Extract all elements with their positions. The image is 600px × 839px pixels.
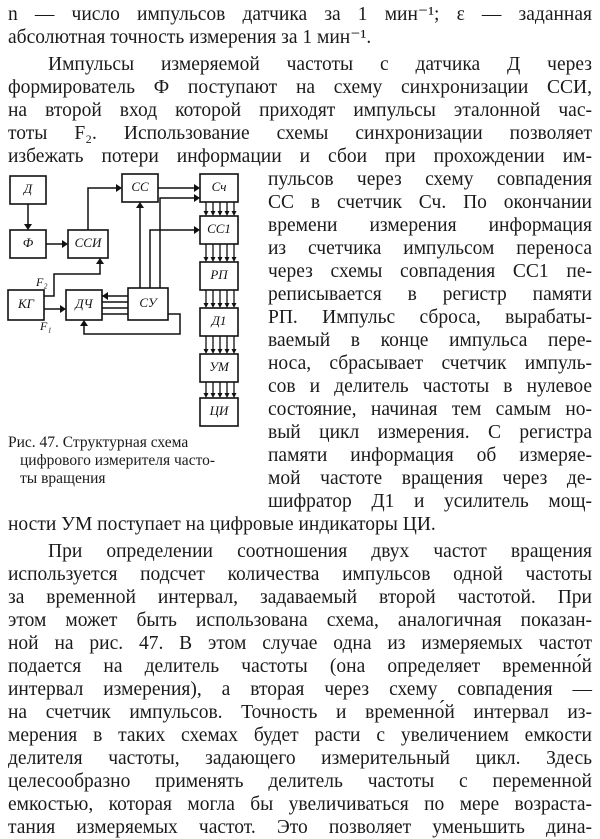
block-f: [10, 230, 46, 258]
svg-text:ЦИ: ЦИ: [209, 402, 229, 418]
svg-text:ДЧ: ДЧ: [75, 295, 93, 311]
svg-text:РП: РП: [210, 266, 228, 282]
block-kg: [8, 290, 44, 320]
text-line: на счетчик импульсов. Точность и временно́й интервал из-: [8, 702, 592, 723]
block-diagram-figure: [0, 168, 262, 430]
text-line: вый цикл измерения. С регистра: [268, 422, 592, 443]
text-line: мой частоте вращения через де-: [268, 468, 592, 489]
text-line: подается на делитель частоты (она определяет временно́й: [8, 656, 592, 677]
svg-text:СУ: СУ: [139, 294, 157, 310]
block-rp: [200, 262, 238, 290]
text-line: ности УМ поступает на цифровые индикаторы ЦИ.: [8, 514, 436, 535]
block-ci: [200, 398, 238, 426]
label-f1: F₁: [40, 319, 52, 333]
text-line: формирователь Ф поступают на схему синхронизации ССИ,: [8, 77, 592, 98]
svg-text:КГ: КГ: [17, 295, 35, 311]
block-um: [200, 354, 238, 382]
svg-text:УМ: УМ: [209, 358, 229, 374]
svg-text:СС1: СС1: [207, 220, 231, 236]
block-ss: [122, 174, 158, 202]
text-line: носа, сбрасывает счетчик импуль-: [268, 353, 592, 374]
paragraph-start-line: При определении соотношения двух частот вращения: [48, 541, 592, 562]
svg-text:СС: СС: [131, 178, 149, 194]
text-line: интервал измерения), а вторая через схему совпадения —: [8, 679, 592, 700]
text-line: реписывается в регистр памяти: [268, 284, 592, 305]
text-line: СС в счетчик Сч. По окончании: [268, 192, 592, 213]
block-su: [128, 288, 168, 320]
text-line-cut: тания измеряемых частот. Это позволяет уменьшить дина-: [8, 817, 592, 838]
block-d: [10, 176, 46, 204]
svg-text:Д: Д: [23, 180, 33, 196]
text-line: за временной интервал, задаваемый второй частотой. При: [8, 587, 592, 608]
text-line: емкостью, которая могла бы увеличиваться по мере возраста-: [8, 794, 592, 815]
figure-caption-line: ты вращения: [20, 470, 106, 487]
block-ss1: [200, 216, 238, 244]
text-line: РП. Импульс сброса, вырабаты-: [268, 307, 592, 328]
text-line: избежать потери информации и сбои при прохождении им-: [8, 146, 592, 167]
text-line: из счетчика импульсом переноса: [268, 238, 592, 259]
text-line: делителя частоты, задающего измерительный цикл. Здесь: [8, 748, 592, 769]
paragraph-start-line: Импульсы измеряемой частоты с датчика Д через: [48, 54, 592, 75]
text-line: целесообразно применять делитель частоты с переменной: [8, 771, 592, 792]
svg-text:Ф: Ф: [22, 234, 34, 250]
text-line: на второй вход которой приходят импульсы эталонной час-: [8, 100, 592, 121]
svg-text:Д1: Д1: [211, 312, 227, 328]
text-line: сов и делитель частоты в нулевое: [268, 376, 592, 397]
text-line: через схемы совпадения СС1 пе-: [268, 261, 592, 282]
text-line: времени измерения информация: [268, 215, 592, 236]
text-line: тоты F₂. Использование схемы синхронизации позволяет: [8, 123, 592, 144]
block-dch: [66, 290, 102, 320]
text-line: абсолютная точность измерения за 1 мин⁻¹.: [8, 27, 372, 48]
text-line: используется подсчет количества импульсов одной частоты: [8, 564, 592, 585]
text-line: ной на рис. 47. В этом случае одна из измеряемых частот: [8, 633, 592, 654]
text-line: состояние, начиная тем самым но-: [268, 399, 592, 420]
block-ssi: [68, 230, 108, 258]
text-line: этом может быть использована схема, аналогичная показан-: [8, 610, 592, 631]
text-line: мерения в таких схемах будет расти с увеличением емкости: [8, 725, 592, 746]
svg-text:Сч: Сч: [211, 178, 227, 194]
figure-caption-line: Рис. 47. Структурная схема: [8, 434, 189, 451]
text-line: n — число импульсов датчика за 1 мин⁻¹; ε — заданная: [8, 4, 592, 25]
label-f2: F₂: [36, 275, 48, 289]
svg-text:ССИ: ССИ: [74, 234, 102, 250]
figure-caption-line: цифрового измерителя часто-: [20, 452, 216, 469]
connection-wires: [24, 184, 200, 334]
block-d1: [200, 308, 238, 336]
text-line: шифратор Д1 и усилитель мощ-: [268, 491, 592, 512]
text-line: пульсов через схему совпадения: [268, 169, 592, 190]
text-line: ваемый в конце импульса пере-: [268, 330, 592, 351]
text-line: памяти информация об измеряе-: [268, 445, 592, 466]
block-sch: [200, 174, 238, 202]
